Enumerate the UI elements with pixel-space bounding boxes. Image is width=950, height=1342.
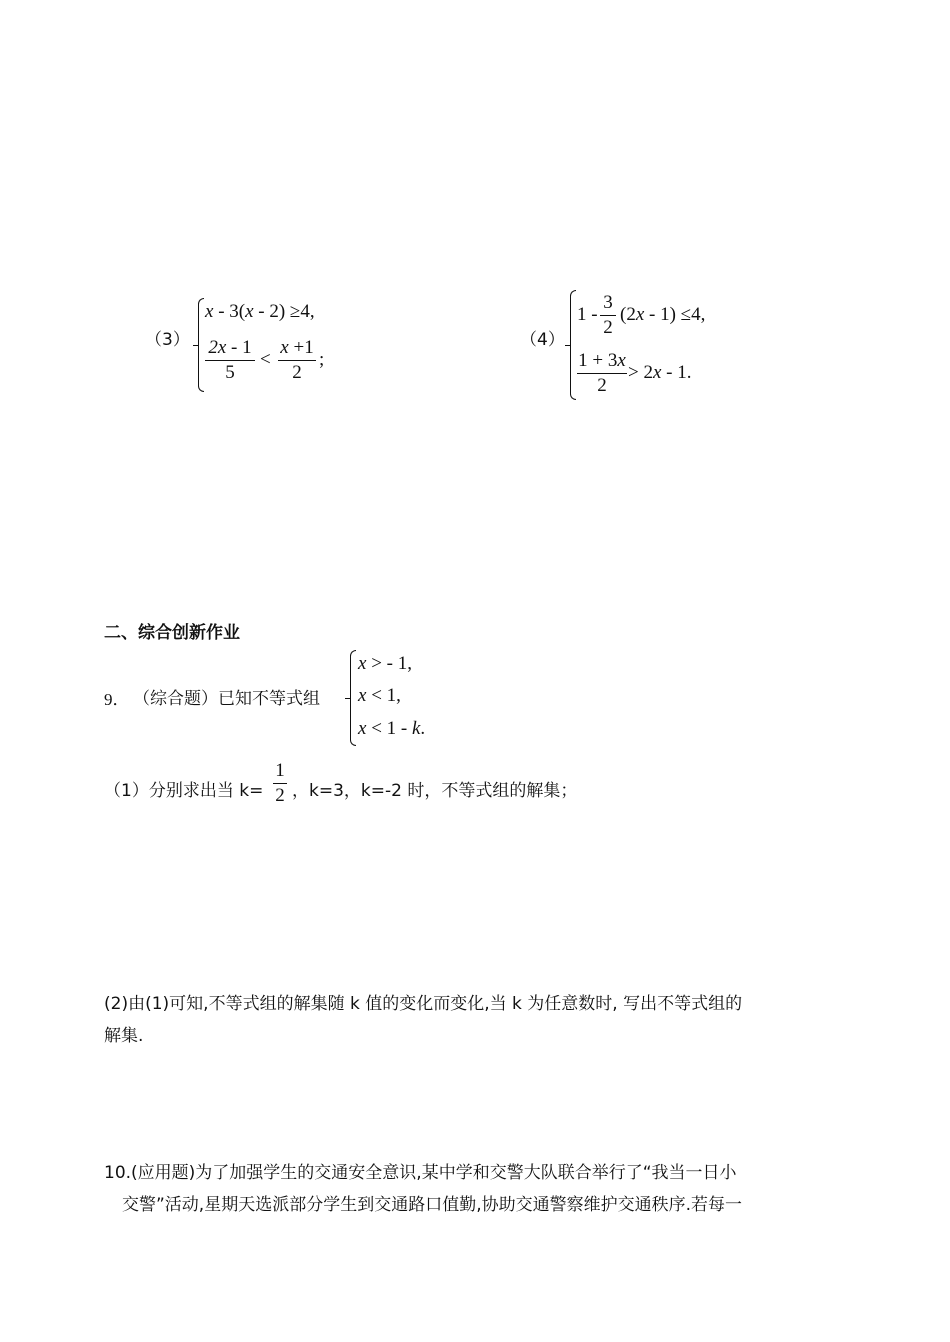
var-x: x (245, 301, 254, 322)
problem-3-label: （3） (145, 330, 190, 350)
problem-4-fraction-2 (577, 350, 627, 397)
var-x: x (358, 653, 367, 674)
numerator-pre: 1 + 3 (578, 350, 618, 371)
numerator-var: x (617, 350, 626, 371)
problem-4-brace (570, 290, 576, 400)
q9-system-brace (350, 650, 356, 746)
expr-part: < 1 - (366, 718, 412, 739)
numerator-var: 2x (208, 337, 227, 358)
numerator: 3 (603, 292, 613, 313)
expr-part: - 1. (661, 362, 692, 383)
q9-part2-line2: 解集. (104, 1026, 144, 1046)
problem-4-line2-rest (628, 362, 691, 384)
expr-part: (2 (620, 304, 636, 325)
q9-number: 9． (104, 690, 130, 709)
var-k: k (411, 718, 421, 739)
q9-part1-fraction (273, 760, 287, 807)
numerator-rest: - 1 (226, 337, 252, 358)
q9-system-line-3 (358, 718, 425, 740)
expr-part: > - 1, (366, 653, 412, 674)
var-x: x (358, 685, 367, 706)
problem-3-tail: ; (319, 349, 325, 370)
q10-line1: 10.(应用题)为了加强学生的交通安全意识,某中学和交警大队联合举行了“我当一日小 (104, 1163, 737, 1183)
q9-system-line-2 (358, 685, 401, 707)
q9-part2-line1: (2)由(1)可知,不等式组的解集随 k 值的变化而变化,当 k 为任意数时, 写出不等式组的 (104, 994, 743, 1014)
denominator: 2 (603, 317, 613, 338)
problem-4-label: （4） (520, 330, 565, 350)
q9-part1-prefix: （1）分别求出当 k= (104, 781, 264, 801)
var-x: x (205, 301, 214, 322)
denominator: 2 (597, 375, 607, 396)
problem-3-less-than: < (260, 349, 271, 370)
problem-3-line1 (205, 301, 315, 323)
problem-4-line1-rest (620, 304, 705, 326)
q10-line2: 交警”活动,星期天选派部分学生到交通路口值勤,协助交通警察维护交通秩序.若每一 (122, 1195, 743, 1215)
problem-3-fraction-right (278, 337, 316, 384)
denominator: 2 (292, 362, 302, 383)
q9-system-line-1 (358, 653, 412, 675)
denominator: 5 (225, 362, 235, 383)
numerator: 1 (275, 760, 285, 781)
problem-4-line1-prefix: 1 - (577, 304, 598, 325)
problem-3-fraction-left (205, 337, 255, 384)
numerator-rest: +1 (288, 337, 314, 358)
q9-text: （综合题）已知不等式组 (133, 689, 320, 709)
problem-3-brace (198, 298, 204, 392)
q9-part1-suffix: ，k=3，k=-2 时，不等式组的解集； (292, 781, 578, 801)
expr-part: . (420, 718, 426, 739)
numerator-var: x (280, 337, 289, 358)
var-x: x (358, 718, 367, 739)
problem-4-fraction (600, 292, 616, 339)
expr-part: > 2 (628, 362, 653, 383)
denominator: 2 (275, 785, 285, 806)
var-x: x (652, 362, 662, 383)
expr-part: - 2) ≥4, (253, 301, 315, 322)
expr-part: < 1, (366, 685, 401, 706)
expr-part: - 3( (213, 301, 246, 322)
section-heading: 二、综合创新作业 (104, 623, 240, 643)
expr-part: - 1) ≤4, (644, 304, 706, 325)
var-x: x (635, 304, 645, 325)
